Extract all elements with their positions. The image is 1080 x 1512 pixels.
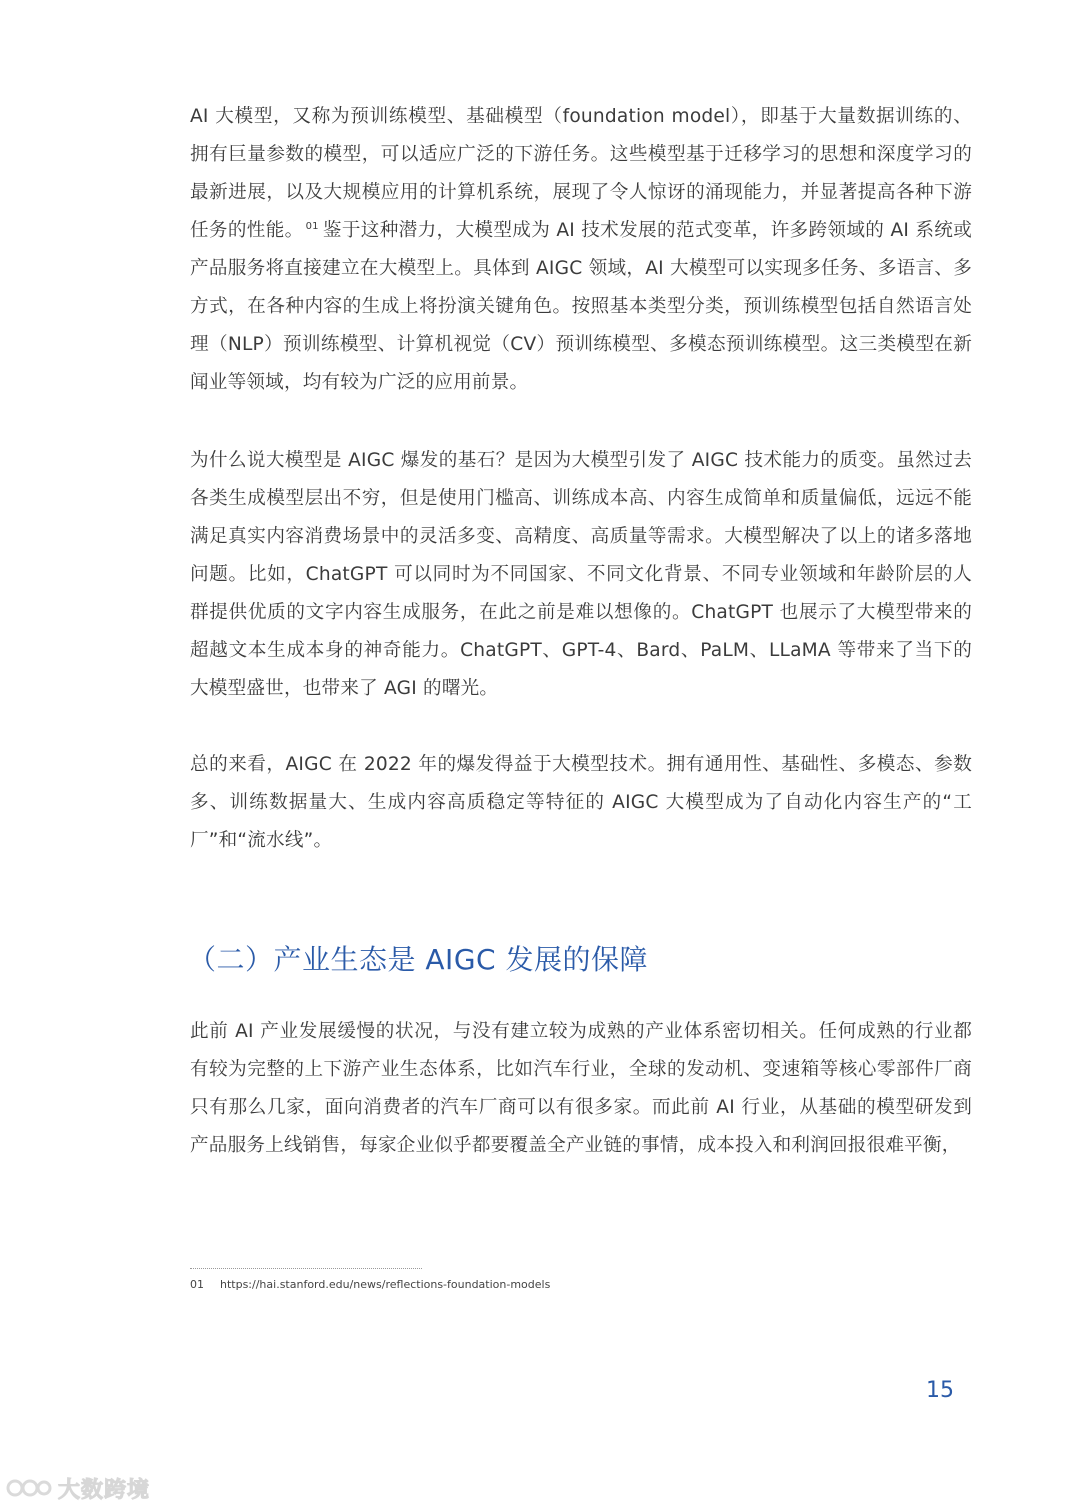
- footnote: [190, 1276, 550, 1294]
- page-number: 15: [926, 1378, 954, 1403]
- paragraph-text: 鉴于这种潜力，大模型成为 AI 技术发展的范式变革，许多跨领域的 AI 系统或产品服务将直接建立在大模型上。具体到 AIGC 领域，AI 大模型可以实现多任务、多语言、多方式，在各种内容的生成上将扮演关键角色。按照基本类型分类，预训练模型包括自然语言处理（NLP）预训练模型、计算机视觉（CV）预训练模型、多模态预训练模型。这三类模型在新闻业等领域，均有较为广泛的应用前景。: [190, 220, 972, 393]
- section-heading: （二）产业生态是 AIGC 发展的保障: [188, 943, 648, 976]
- paragraph-summary: 总的来看，AIGC 在 2022 年的爆发得益于大模型技术。拥有通用性、基础性、多模态、参数多、训练数据量大、生成内容高质稳定等特征的 AIGC 大模型成为了自动化内容生产的“工厂”和“流水线”。: [190, 754, 972, 851]
- paragraph-industry-ecosystem: 此前 AI 产业发展缓慢的状况，与没有建立较为成熟的产业体系密切相关。任何成熟的行业都有较为完整的上下游产业生态体系，比如汽车行业，全球的发动机、变速箱等核心零部件厂商只有那么几家，面向消费者的汽车厂商可以有很多家。而此前 AI 行业，从基础的模型研发到产品服务上线销售，每家企业似乎都要覆盖全产业链的事情，成本投入和利润回报很难平衡，: [190, 1021, 972, 1156]
- watermark-text: 大数跨境: [58, 1477, 151, 1503]
- paragraph-text: AI 大模型，又称为预训练模型、基础模型（foundation model），即基于大量数据训练的、拥有巨量参数的模型，可以适应广泛的下游任务。这些模型基于迁移学习的思想和深度学习的最新进展，以及大规模应用的计算机系统，展现了令人惊讶的涌现能力，并显著提高各种下游任务的性能。: [190, 106, 972, 241]
- watermark: [6, 1472, 150, 1504]
- footnote-divider: [190, 1268, 422, 1269]
- watermark-logo-icon: [6, 1474, 52, 1502]
- footnote-url[interactable]: https://hai.stanford.edu/news/reflections-foundation-models: [220, 1278, 551, 1291]
- footnote-reference[interactable]: 01: [305, 220, 319, 232]
- paragraph-foundation-models: [190, 98, 972, 402]
- paragraph-cornerstone: 为什么说大模型是 AIGC 爆发的基石？是因为大模型引发了 AIGC 技术能力的质变。虽然过去各类生成模型层出不穷，但是使用门槛高、训练成本高、内容生成简单和质量偏低，远远不能满足真实内容消费场景中的灵活多变、高精度、高质量等需求。大模型解决了以上的诸多落地问题。比如，ChatGPT 可以同时为不同国家、不同文化背景、不同专业领域和年龄阶层的人群提供优质的文字内容生成服务，在此之前是难以想像的。ChatGPT 也展示了大模型带来的超越文本生成本身的神奇能力。ChatGPT、GPT-4、Bard、PaLM、LLaMA 等带来了当下的大模型盛世，也带来了 AGI 的曙光。: [190, 450, 972, 699]
- footnote-number: 01: [190, 1278, 204, 1291]
